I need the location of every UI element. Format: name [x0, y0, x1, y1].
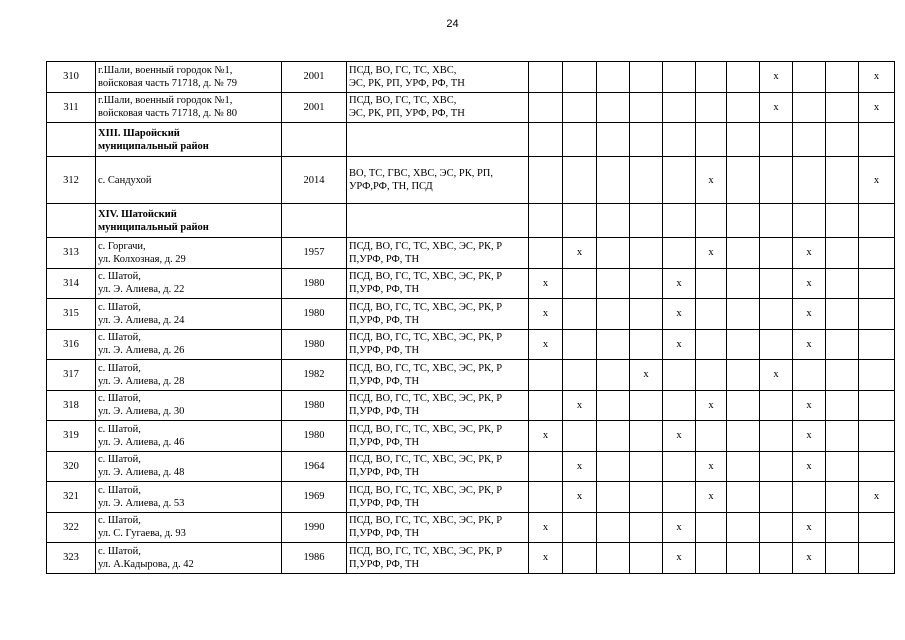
mark-cell — [826, 421, 859, 452]
mark-cell — [696, 92, 727, 123]
row-number-cell: 319 — [47, 421, 96, 452]
mark-cell — [696, 512, 727, 543]
mark-cell — [760, 482, 793, 513]
mark-cell — [597, 123, 630, 157]
mark-cell — [826, 512, 859, 543]
mark-cell — [826, 62, 859, 93]
mark-cell — [859, 360, 895, 391]
row-number-cell: 318 — [47, 390, 96, 421]
mark-cell — [597, 543, 630, 574]
mark-cell — [727, 451, 760, 482]
year-cell: 1990 — [282, 512, 347, 543]
mark-cell — [597, 268, 630, 299]
year-cell: 2001 — [282, 62, 347, 93]
mark-cell — [630, 62, 663, 93]
mark-cell — [630, 299, 663, 330]
works-cell — [347, 204, 529, 238]
address-cell: г.Шали, военный городок №1, войсковая часть 71718, д. № 80 — [96, 92, 282, 123]
housing-register-table — [46, 61, 895, 574]
mark-cell — [826, 268, 859, 299]
mark-cell: x — [859, 92, 895, 123]
mark-cell: x — [663, 512, 696, 543]
mark-cell — [859, 421, 895, 452]
mark-cell — [826, 123, 859, 157]
mark-cell: x — [760, 92, 793, 123]
mark-cell: x — [696, 390, 727, 421]
mark-cell — [727, 390, 760, 421]
mark-cell — [859, 238, 895, 269]
mark-cell — [696, 62, 727, 93]
mark-cell — [696, 329, 727, 360]
mark-cell — [727, 238, 760, 269]
table-row — [47, 390, 895, 421]
mark-cell — [597, 157, 630, 204]
mark-cell: x — [529, 268, 563, 299]
mark-cell — [727, 360, 760, 391]
mark-cell: x — [563, 390, 597, 421]
mark-cell: x — [529, 543, 563, 574]
address-cell: г.Шали, военный городок №1, войсковая часть 71718, д. № 79 — [96, 62, 282, 93]
mark-cell — [529, 92, 563, 123]
table-row — [47, 268, 895, 299]
mark-cell — [793, 482, 826, 513]
works-cell: ПСД, ВО, ГС, ТС, ХВС, ЭС, РК, Р П,УРФ, РФ, ТН — [347, 512, 529, 543]
address-cell: с. Горгачи, ул. Колхозная, д. 29 — [96, 238, 282, 269]
mark-cell — [563, 62, 597, 93]
mark-cell — [597, 92, 630, 123]
mark-cell — [630, 390, 663, 421]
mark-cell — [630, 543, 663, 574]
mark-cell — [563, 157, 597, 204]
table-row — [47, 482, 895, 513]
mark-cell — [859, 299, 895, 330]
mark-cell: x — [529, 512, 563, 543]
mark-cell — [597, 482, 630, 513]
mark-cell — [727, 512, 760, 543]
mark-cell: x — [760, 62, 793, 93]
year-cell: 2001 — [282, 92, 347, 123]
mark-cell — [663, 390, 696, 421]
mark-cell — [793, 157, 826, 204]
works-cell: ПСД, ВО, ГС, ТС, ХВС, ЭС, РК, Р П,УРФ, РФ, ТН — [347, 299, 529, 330]
address-cell: с. Сандухой — [96, 157, 282, 204]
works-cell — [347, 123, 529, 157]
mark-cell: x — [793, 268, 826, 299]
mark-cell — [529, 62, 563, 93]
mark-cell — [859, 390, 895, 421]
mark-cell: x — [529, 421, 563, 452]
mark-cell — [760, 512, 793, 543]
mark-cell — [826, 360, 859, 391]
works-cell: ПСД, ВО, ГС, ТС, ХВС, ЭС, РК, РП, УРФ, РФ, ТН — [347, 62, 529, 93]
year-cell — [282, 123, 347, 157]
mark-cell — [563, 123, 597, 157]
mark-cell: x — [529, 329, 563, 360]
mark-cell — [760, 123, 793, 157]
mark-cell — [563, 92, 597, 123]
mark-cell — [630, 421, 663, 452]
mark-cell: x — [859, 62, 895, 93]
mark-cell: x — [563, 238, 597, 269]
year-cell: 1980 — [282, 421, 347, 452]
mark-cell — [563, 543, 597, 574]
mark-cell: x — [663, 299, 696, 330]
mark-cell — [630, 482, 663, 513]
mark-cell — [727, 62, 760, 93]
address-cell: с. Шатой, ул. Э. Алиева, д. 28 — [96, 360, 282, 391]
works-cell: ПСД, ВО, ГС, ТС, ХВС, ЭС, РК, Р П,УРФ, РФ, ТН — [347, 482, 529, 513]
mark-cell: x — [563, 451, 597, 482]
mark-cell — [663, 92, 696, 123]
table-row — [47, 157, 895, 204]
address-cell: с. Шатой, ул. Э. Алиева, д. 46 — [96, 421, 282, 452]
row-number-cell — [47, 123, 96, 157]
year-cell: 1964 — [282, 451, 347, 482]
works-cell: ВО, ТС, ГВС, ХВС, ЭС, РК, РП, УРФ,РФ, ТН, ПСД — [347, 157, 529, 204]
address-cell: с. Шатой, ул. Э. Алиева, д. 24 — [96, 299, 282, 330]
mark-cell — [630, 238, 663, 269]
mark-cell — [760, 451, 793, 482]
mark-cell — [630, 329, 663, 360]
year-cell: 1980 — [282, 329, 347, 360]
year-cell: 1969 — [282, 482, 347, 513]
mark-cell — [760, 543, 793, 574]
mark-cell: x — [563, 482, 597, 513]
address-cell: с. Шатой, ул. Э. Алиева, д. 53 — [96, 482, 282, 513]
mark-cell — [727, 123, 760, 157]
mark-cell: x — [760, 360, 793, 391]
mark-cell — [727, 204, 760, 238]
works-cell: ПСД, ВО, ГС, ТС, ХВС, ЭС, РК, Р П,УРФ, РФ, ТН — [347, 421, 529, 452]
mark-cell — [760, 299, 793, 330]
mark-cell — [859, 451, 895, 482]
year-cell — [282, 204, 347, 238]
mark-cell: x — [663, 329, 696, 360]
table-row — [47, 512, 895, 543]
mark-cell: x — [859, 157, 895, 204]
works-cell: ПСД, ВО, ГС, ТС, ХВС, ЭС, РК, Р П,УРФ, РФ, ТН — [347, 268, 529, 299]
mark-cell — [696, 123, 727, 157]
section-title: XIII. Шаройский муниципальный район — [96, 123, 282, 157]
year-cell: 1980 — [282, 390, 347, 421]
mark-cell — [727, 299, 760, 330]
works-cell: ПСД, ВО, ГС, ТС, ХВС, ЭС, РК, Р П,УРФ, РФ, ТН — [347, 451, 529, 482]
mark-cell: x — [529, 299, 563, 330]
mark-cell: x — [859, 482, 895, 513]
year-cell: 2014 — [282, 157, 347, 204]
mark-cell — [793, 360, 826, 391]
mark-cell — [696, 360, 727, 391]
works-cell: ПСД, ВО, ГС, ТС, ХВС, ЭС, РК, Р П,УРФ, РФ, ТН — [347, 329, 529, 360]
section-header-row — [47, 123, 895, 157]
table-row — [47, 360, 895, 391]
mark-cell — [630, 157, 663, 204]
works-cell: ПСД, ВО, ГС, ТС, ХВС, ЭС, РК, Р П,УРФ, РФ, ТН — [347, 390, 529, 421]
mark-cell: x — [793, 421, 826, 452]
row-number-cell: 320 — [47, 451, 96, 482]
mark-cell — [826, 390, 859, 421]
mark-cell — [696, 543, 727, 574]
mark-cell — [663, 451, 696, 482]
mark-cell: x — [630, 360, 663, 391]
mark-cell — [563, 360, 597, 391]
mark-cell — [563, 204, 597, 238]
address-cell: с. Шатой, ул. Э. Алиева, д. 26 — [96, 329, 282, 360]
mark-cell — [529, 238, 563, 269]
mark-cell — [696, 299, 727, 330]
mark-cell — [597, 512, 630, 543]
row-number-cell: 321 — [47, 482, 96, 513]
table-row — [47, 238, 895, 269]
mark-cell — [793, 62, 826, 93]
mark-cell — [529, 482, 563, 513]
mark-cell — [826, 329, 859, 360]
mark-cell — [663, 482, 696, 513]
mark-cell: x — [696, 451, 727, 482]
table-row — [47, 421, 895, 452]
mark-cell — [529, 204, 563, 238]
mark-cell — [826, 204, 859, 238]
mark-cell — [760, 157, 793, 204]
table-row — [47, 329, 895, 360]
mark-cell — [859, 329, 895, 360]
mark-cell: x — [663, 421, 696, 452]
row-number-cell — [47, 204, 96, 238]
mark-cell — [597, 390, 630, 421]
mark-cell: x — [696, 238, 727, 269]
mark-cell — [793, 123, 826, 157]
mark-cell — [760, 268, 793, 299]
table-row — [47, 299, 895, 330]
mark-cell — [826, 92, 859, 123]
mark-cell — [563, 299, 597, 330]
mark-cell — [529, 390, 563, 421]
mark-cell — [630, 451, 663, 482]
mark-cell — [529, 157, 563, 204]
row-number-cell: 313 — [47, 238, 96, 269]
mark-cell — [597, 329, 630, 360]
mark-cell — [760, 238, 793, 269]
row-number-cell: 315 — [47, 299, 96, 330]
mark-cell — [597, 360, 630, 391]
year-cell: 1980 — [282, 299, 347, 330]
mark-cell — [563, 268, 597, 299]
mark-cell — [529, 451, 563, 482]
mark-cell — [696, 421, 727, 452]
row-number-cell: 322 — [47, 512, 96, 543]
row-number-cell: 311 — [47, 92, 96, 123]
mark-cell: x — [793, 238, 826, 269]
mark-cell — [826, 543, 859, 574]
mark-cell — [696, 204, 727, 238]
mark-cell — [826, 451, 859, 482]
mark-cell — [663, 123, 696, 157]
mark-cell — [630, 268, 663, 299]
mark-cell — [727, 543, 760, 574]
mark-cell: x — [793, 512, 826, 543]
mark-cell — [696, 268, 727, 299]
mark-cell — [859, 123, 895, 157]
works-cell: ПСД, ВО, ГС, ТС, ХВС, ЭС, РК, РП, УРФ, РФ, ТН — [347, 92, 529, 123]
mark-cell — [859, 512, 895, 543]
mark-cell — [563, 329, 597, 360]
mark-cell — [663, 204, 696, 238]
page-number: 24 — [446, 18, 459, 30]
mark-cell — [727, 329, 760, 360]
mark-cell — [793, 92, 826, 123]
mark-cell — [727, 157, 760, 204]
row-number-cell: 310 — [47, 62, 96, 93]
row-number-cell: 323 — [47, 543, 96, 574]
table-row — [47, 451, 895, 482]
section-header-row — [47, 204, 895, 238]
year-cell: 1982 — [282, 360, 347, 391]
mark-cell: x — [793, 451, 826, 482]
mark-cell — [663, 360, 696, 391]
row-number-cell: 316 — [47, 329, 96, 360]
year-cell: 1957 — [282, 238, 347, 269]
mark-cell — [597, 421, 630, 452]
mark-cell — [826, 482, 859, 513]
mark-cell — [760, 421, 793, 452]
mark-cell — [663, 157, 696, 204]
mark-cell — [597, 62, 630, 93]
mark-cell — [529, 360, 563, 391]
mark-cell — [760, 329, 793, 360]
table-row — [47, 543, 895, 574]
mark-cell — [597, 299, 630, 330]
mark-cell — [727, 268, 760, 299]
mark-cell: x — [793, 390, 826, 421]
row-number-cell: 312 — [47, 157, 96, 204]
year-cell: 1980 — [282, 268, 347, 299]
mark-cell — [727, 92, 760, 123]
mark-cell — [727, 482, 760, 513]
works-cell: ПСД, ВО, ГС, ТС, ХВС, ЭС, РК, Р П,УРФ, РФ, ТН — [347, 543, 529, 574]
mark-cell — [760, 390, 793, 421]
address-cell: с. Шатой, ул. Э. Алиева, д. 30 — [96, 390, 282, 421]
mark-cell — [859, 204, 895, 238]
mark-cell — [563, 421, 597, 452]
mark-cell — [630, 204, 663, 238]
mark-cell — [630, 123, 663, 157]
mark-cell: x — [663, 543, 696, 574]
mark-cell — [859, 268, 895, 299]
mark-cell — [597, 204, 630, 238]
table-row — [47, 62, 895, 93]
mark-cell — [859, 543, 895, 574]
works-cell: ПСД, ВО, ГС, ТС, ХВС, ЭС, РК, Р П,УРФ, РФ, ТН — [347, 238, 529, 269]
works-cell: ПСД, ВО, ГС, ТС, ХВС, ЭС, РК, Р П,УРФ, РФ, ТН — [347, 360, 529, 391]
mark-cell — [563, 512, 597, 543]
mark-cell: x — [696, 482, 727, 513]
mark-cell — [597, 451, 630, 482]
mark-cell — [630, 512, 663, 543]
row-number-cell: 317 — [47, 360, 96, 391]
mark-cell: x — [793, 543, 826, 574]
address-cell: с. Шатой, ул. С. Гугаева, д. 93 — [96, 512, 282, 543]
mark-cell — [793, 204, 826, 238]
mark-cell — [529, 123, 563, 157]
mark-cell — [630, 92, 663, 123]
mark-cell — [826, 238, 859, 269]
mark-cell: x — [696, 157, 727, 204]
address-cell: с. Шатой, ул. А.Кадырова, д. 42 — [96, 543, 282, 574]
mark-cell: x — [793, 329, 826, 360]
mark-cell — [597, 238, 630, 269]
mark-cell: x — [663, 268, 696, 299]
mark-cell — [663, 62, 696, 93]
year-cell: 1986 — [282, 543, 347, 574]
mark-cell — [826, 299, 859, 330]
address-cell: с. Шатой, ул. Э. Алиева, д. 22 — [96, 268, 282, 299]
mark-cell — [663, 238, 696, 269]
address-cell: с. Шатой, ул. Э. Алиева, д. 48 — [96, 451, 282, 482]
mark-cell: x — [793, 299, 826, 330]
mark-cell — [760, 204, 793, 238]
row-number-cell: 314 — [47, 268, 96, 299]
mark-cell — [727, 421, 760, 452]
mark-cell — [826, 157, 859, 204]
section-title: XIV. Шатойский муниципальный район — [96, 204, 282, 238]
table-row — [47, 92, 895, 123]
